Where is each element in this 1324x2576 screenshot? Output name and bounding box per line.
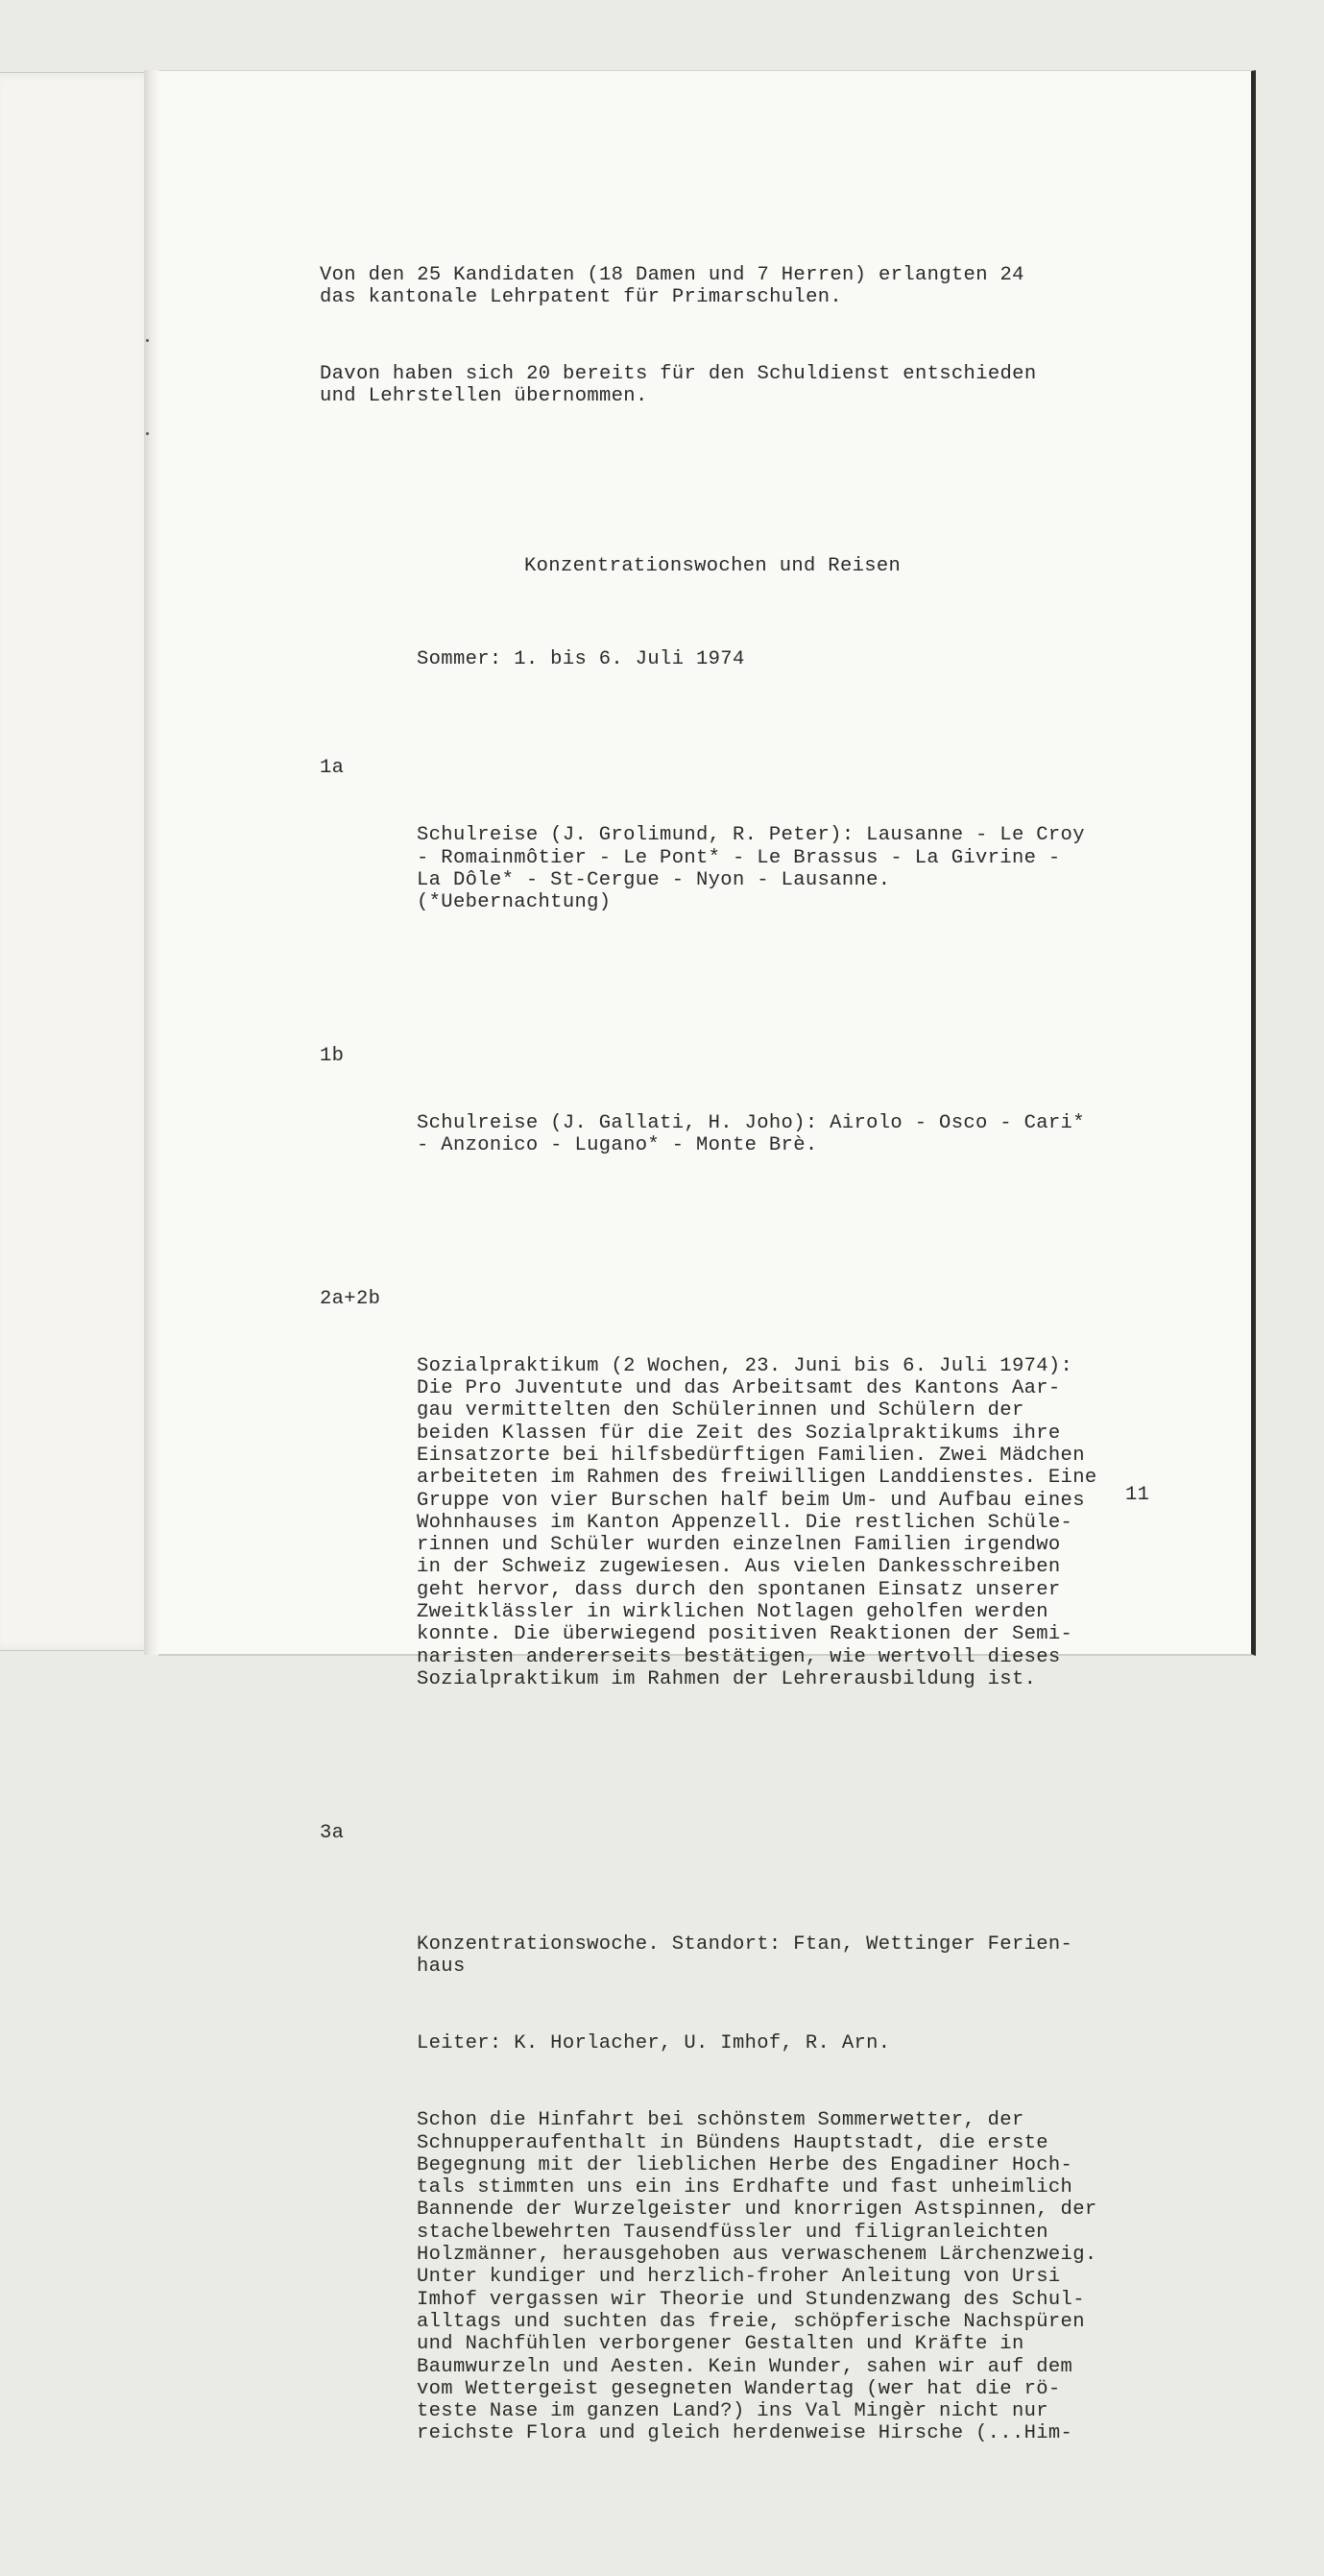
summer-dates: Sommer: 1. bis 6. Juli 1974 bbox=[417, 648, 745, 671]
entry-1b bbox=[320, 1045, 1165, 1202]
entry-label: 1b bbox=[320, 1044, 345, 1067]
page-text bbox=[320, 219, 1165, 2576]
entry-text: Schulreise (J. Grolimund, R. Peter): Lausanne - Le Croy - Romainmôtier - Le Pont* - Le Brassus - La Givrine - La Dôle* - St-Cergue - Nyon - Lausanne. (*Uebernachtung) bbox=[417, 824, 1085, 914]
intro-paragraph-1: Von den 25 Kandidaten (18 Damen und 7 Herren) erlangten 24 das kantonale Lehrpatent für Primarschulen. bbox=[320, 263, 1024, 308]
entry-1a bbox=[320, 757, 1165, 959]
entry-label: 2a+2b bbox=[320, 1287, 381, 1310]
entry-text: Sozialpraktikum (2 Wochen, 23. Juni bis 6. Juli 1974): Die Pro Juventute und das Arbeitsamt des Kantons Aar- gau vermittelten den Schülerinnen und Schülern der beiden Klassen für die Zeit des Sozialpraktikums ihre Einsatzorte bei hilfsbedürftigen Familien. Zwei Mädchen arbeiteten im Rahmen des freiwilligen Landdienstes. Eine Gruppe von vier Burschen half beim Um- und Aufbau eines Wohnhauses im Kanton Appenzell. Die restlichen Schüle- rinnen und Schüler wurden einzelnen Familien irgendwo in der Schweiz zugewiesen. Aus vielen Dankesschreiben geht hervor, dass durch den spontanen Einsatz unserer Zweitklässler in wirklichen Notlagen geholfen werden konnte. Die überwiegend positiven Reaktionen der Semi- naristen andererseits bestätigen, wie wertvoll dieses Sozialpraktikum im Rahmen der Lehrerausbildung ist. bbox=[417, 1354, 1097, 1690]
page-mark bbox=[146, 339, 149, 342]
entry-label: 1a bbox=[320, 757, 345, 780]
book-gutter bbox=[144, 70, 159, 1655]
entry-3a bbox=[320, 1822, 1165, 2535]
entry-body bbox=[417, 1889, 1165, 2491]
entry-report: Schon die Hinfahrt bei schönstem Sommerwetter, der Schnupperaufenthalt in Bündens Hauptstadt, die erste Begegnung mit der lieblichen Herbe des Engadiner Hoch- tals stimmten uns ein ins Erdhafte und fast unheimlich Bannende der Wurzelgeister und knorrigen Astspinnen, der stachelbewehrten Tausendfüssler und filigranleichten Holzmänner, herausgehoben aus verwaschenem Lärchenzweig. Unter kundiger und herzlich-froher Anleitung von Ursi Imhof vergassen wir Theorie und Stundenzwang des Schul- alltags und suchten das freie, schöpferische Nachspüren und Nachfühlen verborgener Gestalten und Kräfte in Baumwurzeln und Aesten. Kein Wunder, sahen wir auf dem vom Wettergeist gesegneten Wandertag (wer hat die rö- teste Nase im ganzen Land?) ins Val Mingèr nicht nur reichste Flora und gleich herdenweise Hirsche (...Him- bbox=[417, 2109, 1097, 2445]
entry-text: Schulreise (J. Gallati, H. Joho): Airolo - Osco - Cari* - Anzonico - Lugano* - Monte Brè. bbox=[417, 1111, 1085, 1157]
entry-2a-2b bbox=[320, 1288, 1165, 1736]
intro-paragraph-2: Davon haben sich 20 bereits für den Schuldienst entschieden und Lehrstellen übernommen. bbox=[320, 362, 1037, 408]
page-number: 11 bbox=[1125, 1484, 1150, 1506]
page-mark bbox=[146, 432, 149, 435]
entry-text: Konzentrationswoche. Standort: Ftan, Wettinger Ferien- haus bbox=[417, 1933, 1073, 1979]
entry-label: 3a bbox=[320, 1821, 345, 1844]
entry-leader: Leiter: K. Horlacher, U. Imhof, R. Arn. bbox=[417, 2032, 891, 2055]
left-page-edge bbox=[0, 72, 154, 1651]
section-heading: Konzentrationswochen und Reisen bbox=[524, 555, 902, 578]
